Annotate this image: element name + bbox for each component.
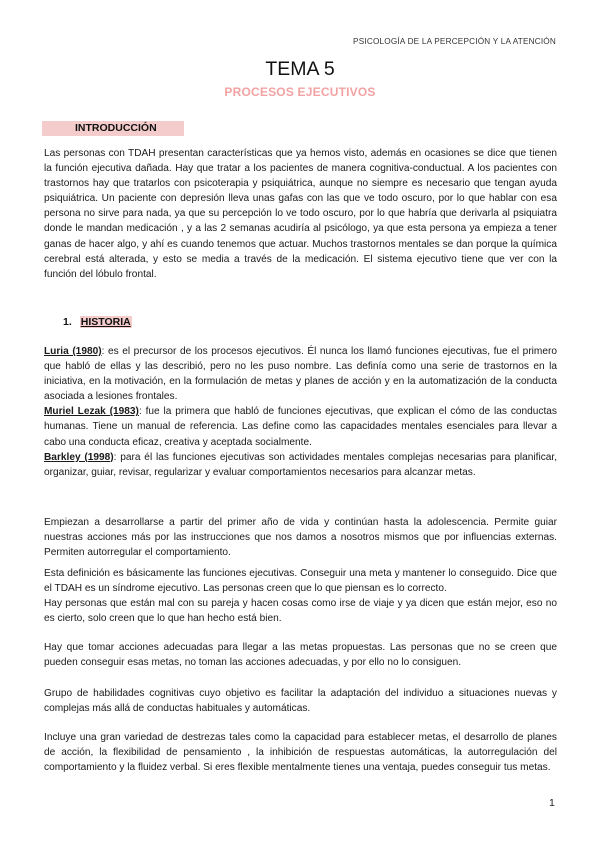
section-title: HISTORIA — [80, 316, 131, 328]
paragraph-definition-1: Esta definición es básicamente las funciones ejecutivas. Conseguir una meta y mantener lo conseguido. Dice que el TDAH es un síndrome ejecutivo. Las personas creen que lo que piensan es lo correcto. — [44, 568, 557, 595]
author-entry-lezak — [44, 404, 557, 449]
intro-heading — [42, 121, 184, 136]
paragraph-definition-block — [44, 566, 557, 626]
section-heading-historia — [63, 316, 132, 328]
paragraph-definition-2: Hay personas que están mal con su pareja y hacen cosas como irse de viaje y ya dicen que están mejor, eso no es cierto, solo creen que lo que han hecho está bien. — [44, 598, 557, 625]
page-title: TEMA 5 — [265, 58, 335, 80]
author-entry-barkley — [44, 450, 557, 480]
author-name-lezak: Muriel Lezak (1983) — [44, 406, 139, 418]
author-entry-luria — [44, 344, 557, 404]
paragraph-skills-group: Grupo de habilidades cognitivas cuyo objetivo es facilitar la adaptación del individuo a situaciones nuevas y complejas más allá de conductas habituales y automáticas. — [44, 688, 557, 715]
intro-heading-label: INTRODUCCIÓN — [75, 122, 157, 134]
author-text-barkley: : para él las funciones ejecutivas son actividades mentales complejas necesarias para planificar, organizar, guiar, revisar, regularizar y evaluar comportamientos necesarios para alcanzar metas. — [44, 451, 558, 478]
paragraph-includes: Incluye una gran variedad de destrezas tales como la capacidad para establecer metas, el desarrollo de planes de acción, la flexibilidad de pensamiento , la inhibición de respuestas automáticas, la autorregulación del comportamiento y la fluidez verbal. Si eres flexible mentalmente tienes una ventaja, puedes conseguir tus metas. — [44, 732, 557, 774]
section-number: 1. — [63, 316, 72, 328]
history-authors — [44, 344, 557, 480]
author-name-luria: Luria (1980) — [44, 346, 102, 357]
paragraph-actions: Hay que tomar acciones adecuadas para llegar a las metas propuestas. Las personas que no se creen que pueden conseguir esas metas, no toman las acciones adecuadas, y por ello no lo consiguen. — [44, 642, 557, 669]
page-subtitle: PROCESOS EJECUTIVOS — [224, 85, 376, 99]
intro-paragraph: Las personas con TDAH presentan características que ya hemos visto, además en ocasiones se dice que tienen la función ejecutiva dañada. Hay que tratar a los pacientes de manera cognitiva-conductual. A los pacientes con trastornos hay que tratarlos con psicoterapia y psiquiátrica, aunque no siempre es necesario que tengan ayuda psiquiátrica. Un paciente con depresión lleva unas gafas con las que ve todo oscuro, por lo que hablar con esa persona no sirve para nada, ya que su percepción lo ve todo oscuro, por lo que habría que derivarla al psiquiatra donde le mandan medicación , y a las 2 semanas acudiría al psicólogo, ya que esta persona ya empieza a tener ganas de hacer algo, y ahí es cuando tenemos que actuar. Muchos trastornos mentales se dan porque la química cerebral está alterada, y esto se media a través de la medicación. El sistema ejecutivo tiene que ver con la función del lóbulo frontal. — [44, 148, 557, 280]
page-number: 1 — [549, 797, 555, 809]
running-header: PSICOLOGÍA DE LA PERCEPCIÓN Y LA ATENCIÓN — [353, 37, 556, 46]
paragraph-development: Empiezan a desarrollarse a partir del primer año de vida y continúan hasta la adolescencia. Permite guiar nuestras acciones más por las instrucciones que nos damos a nosotros mismos que por influencias externas. Permiten autorregular el comportamiento. — [44, 517, 557, 559]
author-text-lezak: : fue la primera que habló de funciones ejecutivas, que explican el cómo de las conductas humanas. Tiene un manual de referencia. Las define como las capacidades mentales esenciales para llevar a cabo una conducta eficaz, creativa y aceptada socialmente. — [44, 406, 557, 448]
author-name-barkley: Barkley (1998) — [44, 451, 114, 463]
author-text-luria: : es el precursor de los procesos ejecutivos. Él nunca los llamó funciones ejecutivas, fue el primero que habló de ellas y las describió, pero no les puso nombre. Las definía como una serie de trastornos en la iniciativa, en la motivación, en la formulación de metas y planes de acción y en la automatización de la conducta asociada a lesiones frontales. — [44, 346, 558, 403]
